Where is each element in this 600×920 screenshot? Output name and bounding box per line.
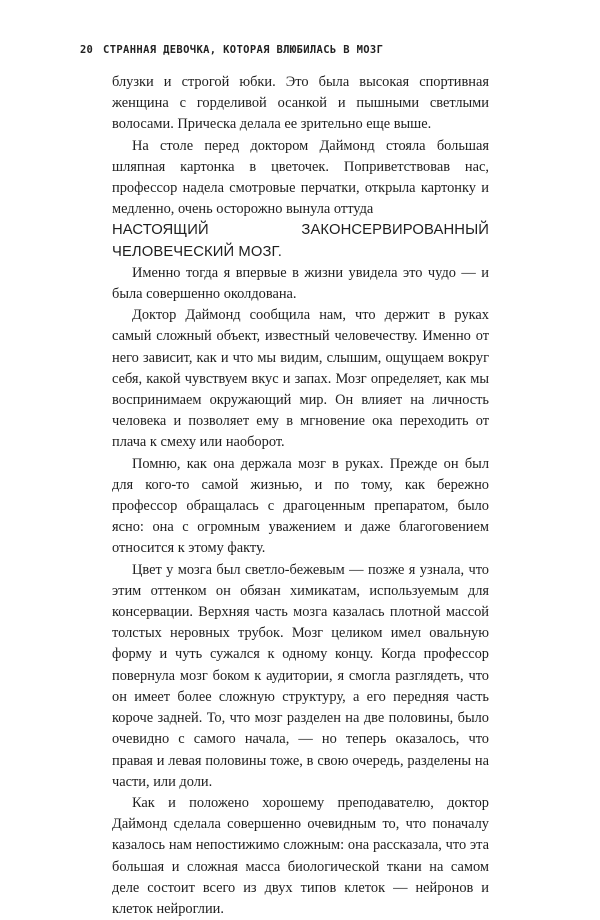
emphasis-line: НАСТОЯЩИЙ ЗАКОНСЕРВИРОВАННЫЙ ЧЕЛОВЕЧЕСКИЙ МОЗГ.: [112, 222, 489, 260]
paragraph-6: Цвет у мозга был светло-бежевым — позже я узнала, что этим оттенком он обязан химикатам, используемым для консервации. Верхняя часть мозга казалась плотной массой толстых неровных трубок. Мозг целиком имел овальную форму и чуть сужался к одному концу. Когда профессор повернула мозг боком к аудитории, я смогла разглядеть, что он имеет более сложную структуру, а его передняя часть короче задней. То, что мозг разделен на две половины, было очевидно с самого начала, — но теперь оказалось, что правая и левая половины тоже, в свою очередь, разделены на части, или доли.: [112, 561, 489, 790]
paragraph-2: На столе перед доктором Даймонд стояла большая шляпная картонка в цветочек. Поприветствовав нас, профессор надела смотровые перчатки, открыла картонку и медленно, очень осторожно вынула оттуда: [112, 137, 489, 218]
paragraph-4: Доктор Даймонд сообщила нам, что держит в руках самый сложный объект, известный человечеству. Именно от него зависит, как и что мы видим, слышим, ощущаем вокруг себя, какой чувствуем вкус и запах. Мозг определяет, как мы воспринимаем окружающий мир. Он влияет на личность человека и позволяет ему в мгновение ока переходить от плача к смеху или наоборот.: [112, 307, 489, 451]
running-title: СТРАННАЯ ДЕВОЧКА, КОТОРАЯ ВЛЮБИЛАСЬ В МОЗГ: [103, 44, 384, 56]
page-number: 20: [80, 44, 94, 56]
paragraph-7: Как и положено хорошему преподавателю, доктор Даймонд сделала совершенно очевидным то, что поначалу казалось нам непостижимо сложным: она рассказала, что эта большая и сложная масса биологической ткани на самом деле состоит всего из двух типов клеток — нейронов и клеток нейроглии.: [112, 794, 489, 917]
paragraph-3: Именно тогда я впервые в жизни увидела это чудо — и была совершенно околдована.: [112, 264, 489, 303]
paragraph-5: Помню, как она держала мозг в руках. Прежде он был для кого-то самой жизнью, и по тому, как бережно профессор обращалась с драгоценным препаратом, было ясно: она с огромным уважением и даже благоговением относится к этому факту.: [112, 455, 489, 557]
paragraph-1: блузки и строгой юбки. Это была высокая спортивная женщина с горделивой осанкой и пышными светлыми волосами. Прическа делала ее зрительно еще выше.: [112, 74, 489, 133]
running-header: [80, 44, 383, 56]
body-text: [112, 72, 489, 920]
